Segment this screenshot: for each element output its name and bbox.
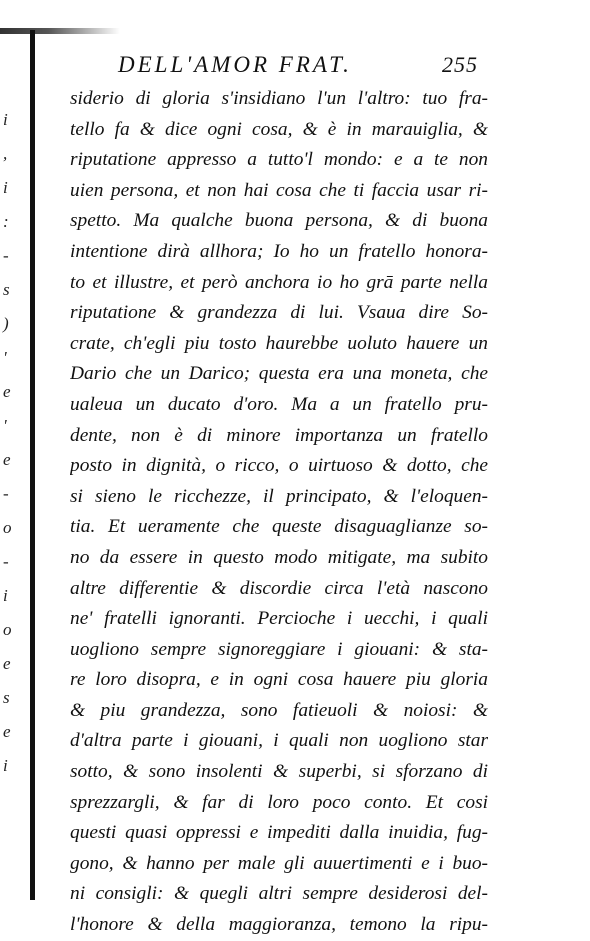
margin-fragment: i: [3, 178, 8, 197]
margin-fragment: s: [3, 280, 10, 299]
text-line: gono, & hanno per male gli auuertimenti e i buo-: [70, 852, 488, 874]
margin-fragment: -: [3, 246, 9, 265]
margin-fragment: e: [3, 722, 11, 741]
text-line: spetto. Ma qualche buona persona, & di buona: [70, 210, 488, 232]
text-line: si sieno le ricchezze, il principato, & l'eloquen-: [70, 485, 488, 507]
binding-gutter-line: [30, 30, 35, 900]
text-line: no da essere in questo modo mitigate, ma subito: [70, 546, 488, 568]
text-line: posto in dignità, o ricco, o uirtuoso & dotto, che: [70, 455, 488, 477]
text-line: re loro disopra, e in ogni cosa hauere piu gloria: [70, 669, 488, 691]
margin-fragment: i: [3, 110, 8, 129]
body-text: [70, 84, 490, 941]
text-line: dente, non è di minore importanza un fratello: [70, 424, 488, 446]
margin-fragment: e: [3, 382, 11, 401]
text-line: sotto, & sono insolenti & superbi, si sforzano di: [70, 761, 488, 783]
text-line: l'honore & della maggioranza, temono la ripu-: [70, 914, 488, 936]
margin-fragment: e: [3, 450, 11, 469]
text-line: tia. Et ueramente che queste disaguaglianze so-: [70, 516, 488, 538]
text-line: intentione dirà allhora; Io ho un fratello honora-: [70, 240, 488, 262]
text-line: uien persona, et non hai cosa che ti faccia usar ri-: [70, 179, 488, 201]
text-line: & piu grandezza, sono fatieuoli & noiosi: &: [70, 699, 488, 721]
margin-fragment: ': [3, 348, 7, 367]
text-line: ualeua un ducato d'oro. Ma a un fratello pru-: [70, 393, 488, 415]
margin-fragment: s: [3, 688, 10, 707]
margin-fragment: i: [3, 756, 8, 775]
text-line: uogliono sempre signoreggiare i giouani: & sta-: [70, 638, 488, 660]
margin-fragment: :: [3, 212, 9, 231]
margin-fragment: o: [3, 518, 12, 537]
text-line: ne' fratelli ignoranti. Percioche i uecchi, i quali: [70, 608, 488, 630]
text-line: questi quasi oppressi e impediti dalla inuidia, fug-: [70, 822, 488, 844]
page-number: 255: [442, 52, 478, 77]
text-line: to et illustre, et però anchora io ho grā parte nella: [70, 271, 488, 293]
margin-fragment: ): [3, 314, 9, 333]
margin-fragment: i: [3, 586, 8, 605]
running-title: DELL'AMOR FRAT.: [118, 52, 352, 77]
text-line: ni consigli: & quegli altri sempre desiderosi del-: [70, 883, 488, 905]
text-line: sprezzargli, & far di loro poco conto. Et cosi: [70, 791, 488, 813]
margin-fragment: -: [3, 552, 9, 571]
margin-fragment: ,: [3, 144, 8, 163]
text-line: altre differentie & discordie circa l'età nascono: [70, 577, 488, 599]
text-line: Dario che un Darico; questa era una moneta, che: [70, 363, 488, 385]
text-line: riputatione & grandezza di lui. Vsaua dire So-: [70, 302, 488, 324]
margin-fragment: -: [3, 484, 9, 503]
previous-page-margin-fragments: [0, 110, 22, 810]
text-line: tello fa & dice ogni cosa, & è in marauiglia, &: [70, 118, 488, 140]
running-head: [118, 52, 478, 78]
margin-fragment: o: [3, 620, 12, 639]
margin-fragment: ': [3, 416, 7, 435]
binding-shadow-top: [0, 28, 120, 34]
text-line: siderio di gloria s'insidiano l'un l'altro: tuo fra-: [70, 88, 488, 109]
text-line: riputatione appresso a tutto'l mondo: e a te non: [70, 149, 488, 171]
text-line: crate, ch'egli piu tosto haurebbe uoluto hauere un: [70, 332, 488, 354]
text-line: d'altra parte i giouani, i quali non uogliono star: [70, 730, 488, 752]
margin-fragment: e: [3, 654, 11, 673]
